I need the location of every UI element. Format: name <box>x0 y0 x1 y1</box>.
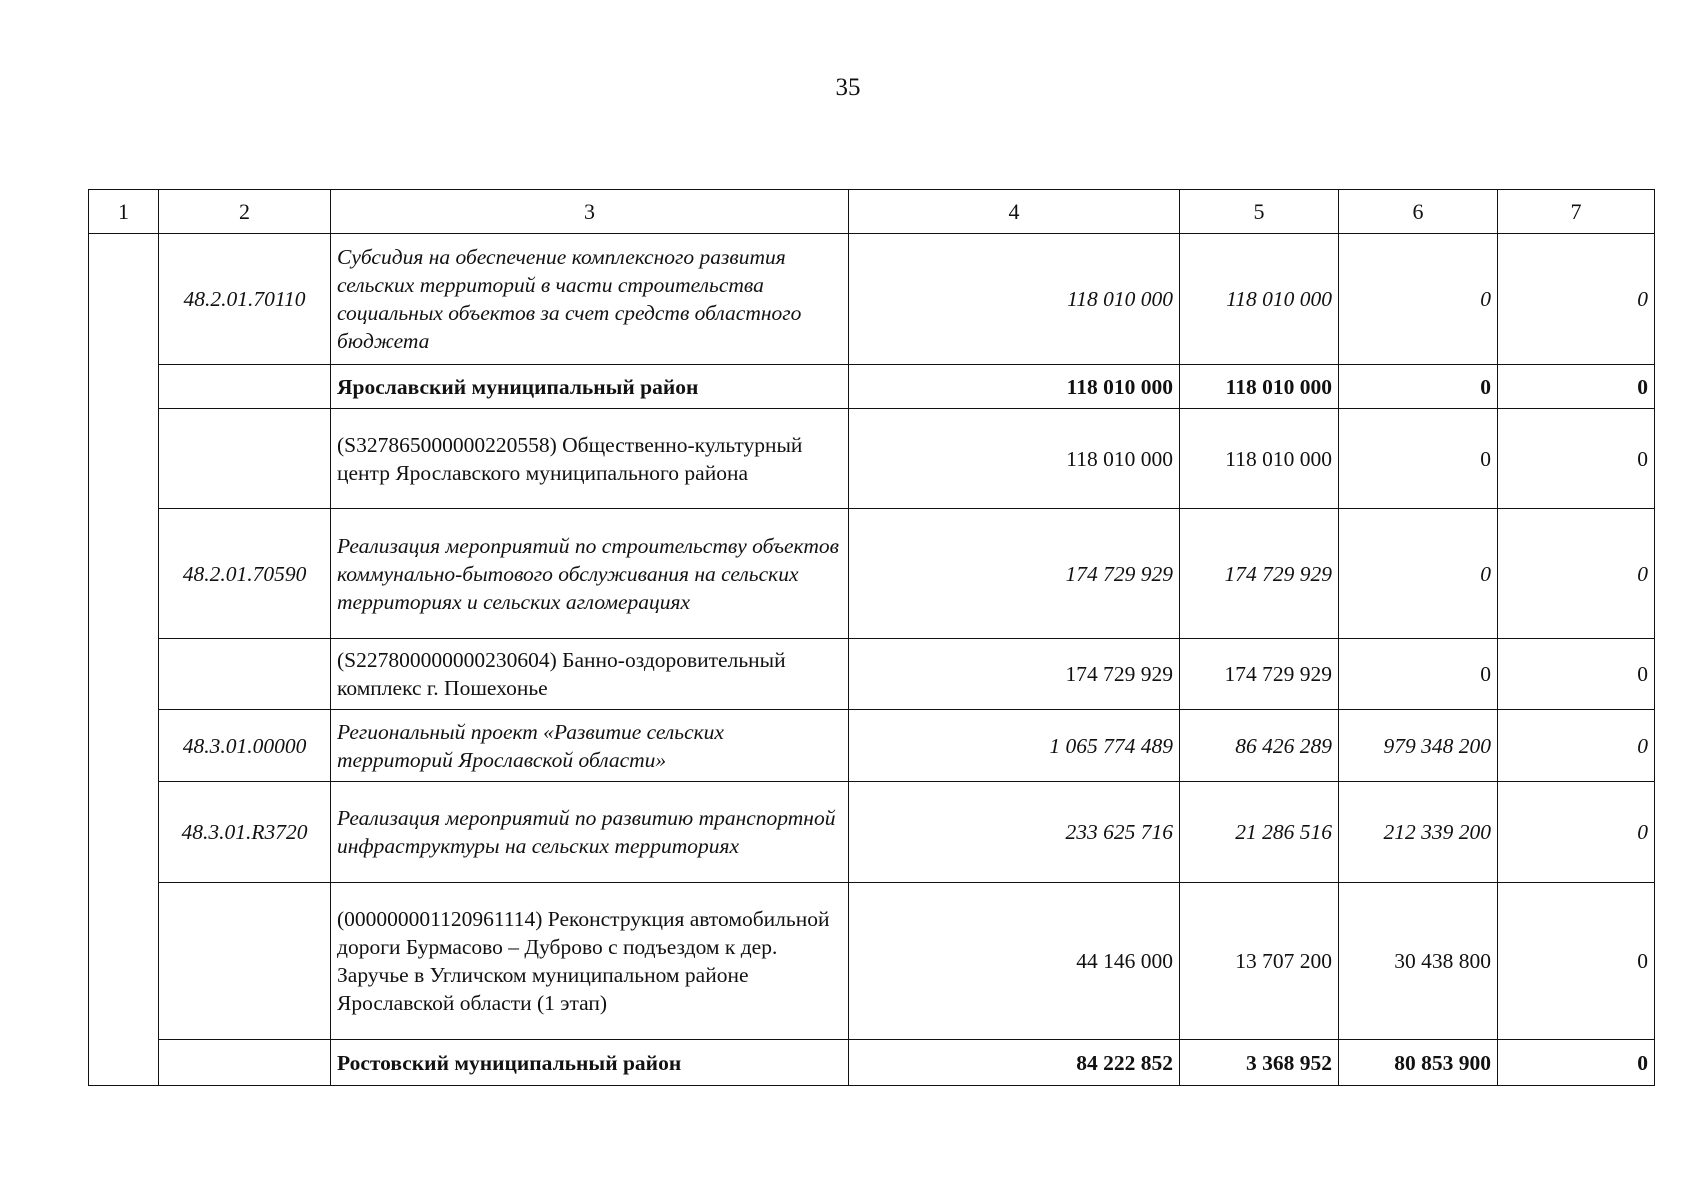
description-cell: (000000001120961114) Реконструкция автомобильной дороги Бурмасово – Дуброво с подъездом к дер. Заручье в Угличском муниципальном районе Ярославской области (1 этап) <box>331 883 849 1040</box>
amount-col4-cell: 118 010 000 <box>849 365 1180 409</box>
description-cell: (S327865000000220558) Общественно-культурный центр Ярославского муниципального района <box>331 409 849 509</box>
amount-col4-cell: 118 010 000 <box>849 409 1180 509</box>
description-cell: Реализация мероприятий по строительству объектов коммунально-бытового обслуживания на сельских территориях и сельских агломерациях <box>331 509 849 639</box>
table-row <box>89 883 1655 1040</box>
amount-col5-cell: 174 729 929 <box>1180 639 1339 710</box>
table-header-row <box>89 190 1655 234</box>
amount-col6-cell: 0 <box>1339 509 1498 639</box>
budget-code-cell: 48.2.01.70110 <box>159 234 331 365</box>
amount-col7-cell: 0 <box>1498 710 1655 782</box>
amount-col4-cell: 44 146 000 <box>849 883 1180 1040</box>
budget-code-cell <box>159 365 331 409</box>
amount-col6-cell: 0 <box>1339 639 1498 710</box>
amount-col7-cell: 0 <box>1498 365 1655 409</box>
amount-col5-cell: 118 010 000 <box>1180 409 1339 509</box>
amount-col6-cell: 212 339 200 <box>1339 782 1498 883</box>
budget-code-cell <box>159 639 331 710</box>
column-header-6: 6 <box>1339 190 1498 234</box>
budget-table <box>88 189 1655 1086</box>
budget-code-cell: 48.3.01.00000 <box>159 710 331 782</box>
amount-col7-cell: 0 <box>1498 409 1655 509</box>
column-header-4: 4 <box>849 190 1180 234</box>
table-row <box>89 639 1655 710</box>
table-row <box>89 710 1655 782</box>
amount-col5-cell: 86 426 289 <box>1180 710 1339 782</box>
amount-col7-cell: 0 <box>1498 234 1655 365</box>
page-number: 35 <box>835 74 861 101</box>
amount-col7-cell: 0 <box>1498 1040 1655 1086</box>
description-cell: Ярославский муниципальный район <box>331 365 849 409</box>
amount-col6-cell: 979 348 200 <box>1339 710 1498 782</box>
budget-code-cell <box>159 1040 331 1086</box>
amount-col6-cell: 0 <box>1339 365 1498 409</box>
amount-col4-cell: 1 065 774 489 <box>849 710 1180 782</box>
table-row <box>89 409 1655 509</box>
description-cell: Субсидия на обеспечение комплексного развития сельских территорий в части строительства социальных объектов за счет средств областного бюджета <box>331 234 849 365</box>
column-header-1: 1 <box>89 190 159 234</box>
budget-code-cell: 48.2.01.70590 <box>159 509 331 639</box>
amount-col4-cell: 84 222 852 <box>849 1040 1180 1086</box>
description-cell: Реализация мероприятий по развитию транспортной инфраструктуры на сельских территориях <box>331 782 849 883</box>
amount-col5-cell: 118 010 000 <box>1180 234 1339 365</box>
table-row <box>89 509 1655 639</box>
table-row <box>89 782 1655 883</box>
table-row <box>89 365 1655 409</box>
column-1-merged-cell <box>89 234 159 1086</box>
column-header-2: 2 <box>159 190 331 234</box>
amount-col5-cell: 21 286 516 <box>1180 782 1339 883</box>
amount-col7-cell: 0 <box>1498 639 1655 710</box>
amount-col4-cell: 233 625 716 <box>849 782 1180 883</box>
budget-code-cell <box>159 883 331 1040</box>
amount-col5-cell: 174 729 929 <box>1180 509 1339 639</box>
column-header-3: 3 <box>331 190 849 234</box>
description-cell: Ростовский муниципальный район <box>331 1040 849 1086</box>
amount-col6-cell: 30 438 800 <box>1339 883 1498 1040</box>
amount-col6-cell: 80 853 900 <box>1339 1040 1498 1086</box>
amount-col4-cell: 174 729 929 <box>849 509 1180 639</box>
amount-col5-cell: 118 010 000 <box>1180 365 1339 409</box>
amount-col7-cell: 0 <box>1498 883 1655 1040</box>
table-row <box>89 1040 1655 1086</box>
amount-col6-cell: 0 <box>1339 409 1498 509</box>
table-row <box>89 234 1655 365</box>
amount-col5-cell: 3 368 952 <box>1180 1040 1339 1086</box>
description-cell: Региональный проект «Развитие сельских территорий Ярославской области» <box>331 710 849 782</box>
amount-col4-cell: 118 010 000 <box>849 234 1180 365</box>
amount-col4-cell: 174 729 929 <box>849 639 1180 710</box>
amount-col7-cell: 0 <box>1498 509 1655 639</box>
budget-code-cell <box>159 409 331 509</box>
column-header-5: 5 <box>1180 190 1339 234</box>
amount-col6-cell: 0 <box>1339 234 1498 365</box>
amount-col5-cell: 13 707 200 <box>1180 883 1339 1040</box>
amount-col7-cell: 0 <box>1498 782 1655 883</box>
budget-code-cell: 48.3.01.R3720 <box>159 782 331 883</box>
description-cell: (S227800000000230604) Банно-оздоровительный комплекс г. Пошехонье <box>331 639 849 710</box>
column-header-7: 7 <box>1498 190 1655 234</box>
